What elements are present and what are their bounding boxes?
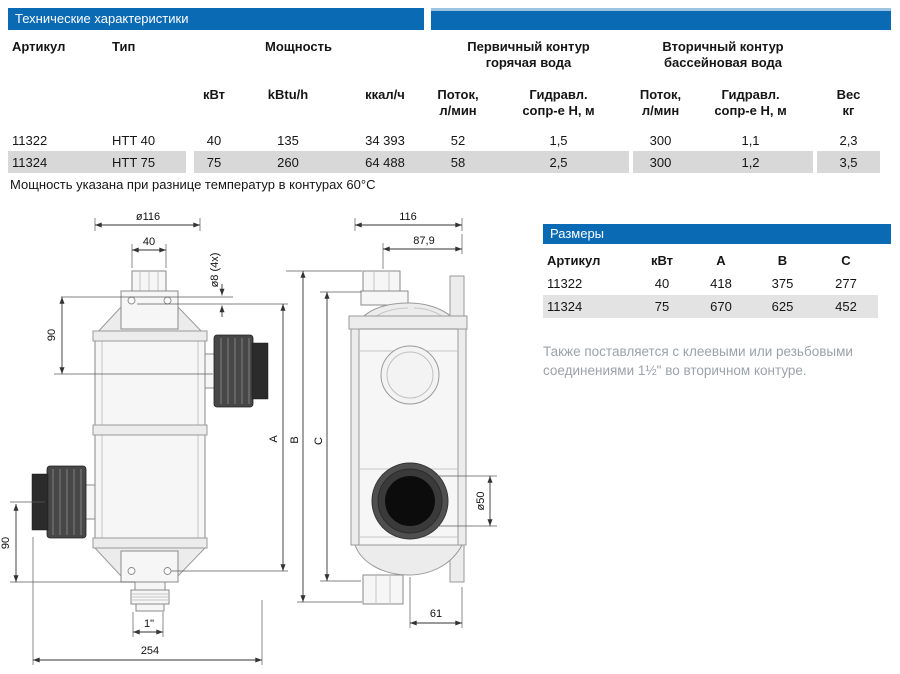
cell-flow-secondary: 300	[633, 151, 688, 173]
sizes-header-a: A	[716, 252, 726, 268]
side-view-drawing	[349, 271, 467, 604]
clamp-ring	[93, 425, 207, 435]
col-header-kw: кВт	[202, 87, 226, 102]
col-header-hyd-secondary	[688, 87, 813, 129]
hyd-line2: сопр-е Н, м	[714, 103, 787, 118]
top-flange-ring	[349, 316, 467, 329]
cell-flow-primary: 52	[450, 132, 466, 148]
sizes-panel	[543, 224, 891, 318]
spec-table	[8, 36, 880, 173]
dim-label-bottom-offset: 90	[0, 536, 12, 550]
cell-article: 11322	[547, 276, 583, 291]
hyd-line2: сопр-е Н, м	[522, 103, 595, 118]
cell-kbtu: 135	[277, 132, 299, 148]
dim-label-top-offset: 90	[46, 328, 58, 342]
col-header-kcal: ккал/ч	[365, 87, 405, 102]
cell-hyd-primary: 2,5	[488, 151, 629, 173]
bottom-collar	[135, 582, 165, 590]
dim-label-height-a: A	[268, 435, 280, 443]
weight-line1: Вес	[836, 87, 861, 102]
front-view-drawing	[32, 271, 268, 611]
primary-circuit-line1: Первичный контур	[467, 39, 590, 54]
title-bar-left-segment	[8, 8, 424, 30]
sizes-header-kw: кВт	[650, 252, 674, 268]
dim-label-height-b: B	[289, 436, 301, 444]
hyd-line1: Гидравл.	[529, 87, 588, 102]
spec-table-title-bar	[8, 8, 891, 30]
lower-port-opening	[385, 476, 435, 526]
dim-label-port-diameter: ø50	[475, 491, 487, 511]
dim-label-side-width: 116	[399, 211, 417, 223]
sizes-header-c: C	[841, 252, 851, 268]
flow-line2: л/мин	[641, 103, 680, 118]
dim-label-connector-width: 40	[142, 236, 156, 248]
bottom-dome	[355, 545, 462, 575]
col-header-flow-primary	[428, 87, 488, 129]
spec-table-container	[8, 36, 880, 173]
cell-hyd-secondary: 1,1	[741, 132, 760, 148]
bottom-head-block	[121, 551, 178, 582]
bottom-pipe-end	[136, 604, 164, 611]
sizes-row-11322	[543, 272, 878, 295]
cell-flow-secondary: 300	[649, 132, 672, 148]
secondary-circuit-line2: бассейновая вода	[663, 55, 783, 70]
cell-flow-primary: 58	[428, 151, 488, 173]
column-gap	[186, 36, 194, 87]
side-rail-right	[458, 329, 466, 545]
cell-c: 452	[814, 295, 878, 318]
cell-kcal: 64 488	[342, 151, 428, 173]
column-gap	[186, 151, 194, 173]
flow-line1: Поток,	[437, 87, 479, 102]
group-header-power: Мощность	[265, 39, 332, 54]
cell-kw: 75	[194, 151, 234, 173]
right-union-end	[252, 343, 268, 399]
col-header-article: Артикул	[12, 39, 66, 54]
cell-type: HTT 40	[112, 132, 156, 148]
bottom-connector-side	[363, 575, 403, 604]
sizes-title-bar	[543, 224, 891, 244]
cell-kcal: 34 393	[365, 132, 405, 148]
cell-article: 11322	[12, 132, 48, 148]
cell-hyd-secondary: 1,2	[688, 151, 813, 173]
spec-table-title: Технические характеристики	[15, 11, 189, 26]
bolt-hole	[164, 297, 171, 304]
bolt-hole	[164, 568, 171, 575]
cell-kw: 75	[633, 295, 691, 318]
secondary-circuit-line1: Вторичный контур	[662, 39, 784, 54]
sizes-row-11324	[543, 295, 878, 318]
cell-c: 277	[835, 276, 857, 291]
col-header-hyd-primary	[488, 87, 629, 129]
dim-label-thread-size: 1"	[143, 618, 155, 630]
side-rail-left	[351, 329, 359, 545]
cell-weight: 3,5	[817, 151, 880, 173]
cell-b: 625	[751, 295, 814, 318]
hyd-line1: Гидравл.	[721, 87, 780, 102]
empty-header	[108, 87, 186, 129]
cell-kbtu: 260	[234, 151, 342, 173]
sizes-table	[543, 248, 878, 318]
dim-label-connector-offset: 87,9	[413, 235, 435, 247]
dim-label-total-width: 254	[140, 645, 160, 657]
col-header-flow-secondary	[633, 87, 688, 129]
technical-drawing	[0, 204, 540, 674]
weight-line2: кг	[842, 103, 855, 118]
flow-line1: Поток,	[639, 87, 682, 102]
cell-kw: 40	[654, 276, 670, 291]
bolt-hole	[128, 297, 135, 304]
cell-a: 670	[691, 295, 751, 318]
sizes-header-b: B	[777, 252, 788, 268]
cell-article: 11324	[8, 151, 108, 173]
clamp-ring	[93, 331, 207, 341]
top-threaded-connector-side	[363, 271, 400, 291]
spec-row-11324	[8, 151, 880, 173]
connections-note: Также поставляется с клеевыми или резьбовыми соединениями 1½" во вторичном контуре.	[543, 344, 853, 378]
col-header-weight	[817, 87, 880, 129]
dim-label-side-bottom-offset: 61	[429, 608, 443, 620]
cell-hyd-primary: 1,5	[549, 132, 568, 148]
column-gap	[186, 129, 194, 151]
dim-label-bolt-holes: ø8 (4x)	[209, 252, 221, 288]
cell-kw: 40	[206, 132, 222, 148]
right-union-nut	[214, 335, 253, 407]
cell-type: HTT 75	[108, 151, 186, 173]
column-gap	[186, 87, 194, 129]
cell-weight: 2,3	[839, 132, 858, 148]
empty-header	[8, 87, 108, 129]
cell-a: 418	[710, 276, 732, 291]
cell-article: 11324	[543, 295, 633, 318]
dim-label-flange-diameter: ø116	[135, 211, 161, 223]
bolt-hole	[128, 568, 135, 575]
sizes-header-article: Артикул	[547, 252, 601, 268]
primary-circuit-line2: горячая вода	[485, 55, 572, 70]
dim-label-height-c: C	[313, 437, 325, 445]
spec-row-11322	[8, 129, 880, 151]
flow-line2: л/мин	[439, 103, 477, 118]
upper-viewing-port	[381, 346, 439, 404]
power-footnote: Мощность указана при разнице температур в контурах 60°C	[10, 177, 376, 192]
col-header-type: Тип	[112, 39, 136, 54]
col-header-kbtu: kBtu/h	[267, 87, 309, 102]
group-header-weight-empty	[817, 36, 880, 87]
title-bar-right-segment	[431, 8, 891, 30]
clamp-ring	[93, 538, 207, 548]
cell-b: 375	[771, 276, 794, 291]
sizes-title: Размеры	[550, 226, 605, 241]
group-header-primary-circuit	[428, 36, 629, 87]
group-header-secondary-circuit	[633, 36, 813, 87]
vessel-body	[95, 335, 205, 545]
